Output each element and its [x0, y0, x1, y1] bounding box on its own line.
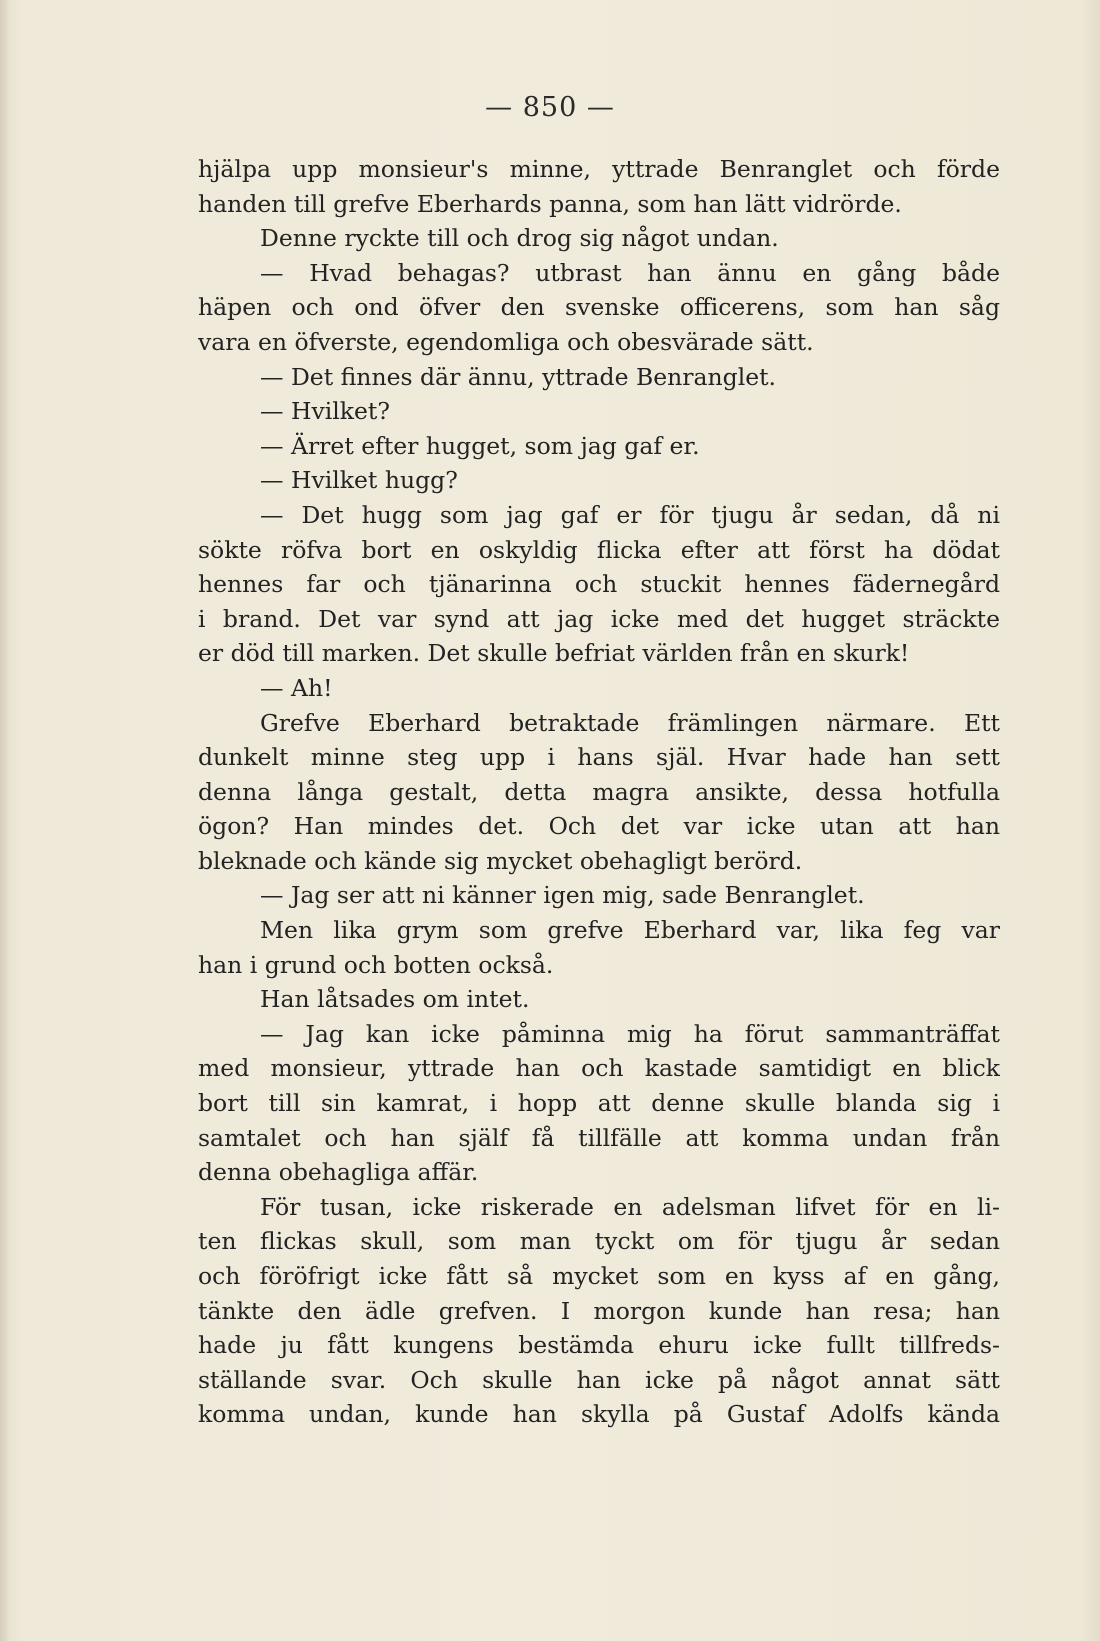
text-line: ställande svar. Och skulle han icke på något annat sätt: [198, 1365, 1000, 1394]
text-line: dunkelt minne steg upp i hans själ. Hvar hade han sett: [198, 743, 1000, 772]
text-line: hennes far och tjänarinna och stuckit hennes fädernegård: [198, 570, 1000, 599]
text-line: denna långa gestalt, detta magra ansikte, dessa hotfulla: [198, 777, 1000, 806]
page-gutter-shadow: [0, 0, 10, 1641]
text-line: — Hvilket hugg?: [260, 466, 458, 495]
text-line: — Ah!: [260, 673, 333, 702]
text-line: tänkte den ädle grefven. I morgon kunde han resa; han: [198, 1296, 1000, 1325]
text-line: denna obehagliga affär.: [198, 1158, 479, 1187]
text-line: bort till sin kamrat, i hopp att denne skulle blanda sig i: [198, 1089, 1000, 1118]
text-line: — Hvilket?: [260, 397, 390, 426]
body-text: [198, 152, 1000, 1432]
text-line: — Det hugg som jag gaf er för tjugu år sedan, då ni: [260, 500, 1000, 529]
text-line: ten flickas skull, som man tyckt om för tjugu år sedan: [198, 1227, 1000, 1256]
text-line: hade ju fått kungens bestämda ehuru icke fullt tillfreds-: [198, 1331, 1000, 1360]
text-line: med monsieur, yttrade han och kastade samtidigt en blick: [198, 1054, 1000, 1083]
text-line: hjälpa upp monsieur's minne, yttrade Benranglet och förde: [198, 155, 1000, 183]
text-line: ögon? Han mindes det. Och det var icke utan att han: [198, 812, 1000, 841]
text-line: handen till grefve Eberhards panna, som han lätt vidrörde.: [198, 189, 902, 218]
text-line: sökte röfva bort en oskyldig flicka efter att först ha dödat: [198, 535, 1000, 564]
text-line: Han låtsades om intet.: [260, 985, 530, 1014]
text-line: och föröfrigt icke fått så mycket som en kyss af en gång,: [198, 1262, 1000, 1290]
text-line: häpen och ond öfver den svenske officerens, som han såg: [198, 293, 1000, 322]
text-line: bleknade och kände sig mycket obehagligt berörd.: [198, 846, 803, 875]
text-line: — Jag kan icke påminna mig ha förut sammanträffat: [260, 1019, 1000, 1048]
text-line: Grefve Eberhard betraktade främlingen närmare. Ett: [260, 708, 1000, 737]
text-line: — Ärret efter hugget, som jag gaf er.: [260, 431, 700, 460]
text-line: — Det finnes där ännu, yttrade Benranglet.: [260, 362, 777, 391]
text-line: han i grund och botten också.: [198, 950, 554, 979]
text-line: Men lika grym som grefve Eberhard var, lika feg var: [260, 916, 1000, 945]
text-line: För tusan, icke riskerade en adelsman lifvet för en li-: [260, 1192, 1000, 1221]
text-line: komma undan, kunde han skylla på Gustaf Adolfs kända: [198, 1400, 1000, 1429]
text-line: i brand. Det var synd att jag icke med det hugget sträckte: [198, 604, 1000, 633]
text-line: — Jag ser att ni känner igen mig, sade Benranglet.: [260, 881, 865, 910]
text-line: Denne ryckte till och drog sig något undan.: [260, 224, 779, 253]
page-number: — 850 —: [485, 92, 615, 123]
text-line: vara en öfverste, egendomliga och obesvärade sätt.: [198, 327, 814, 356]
text-line: er död till marken. Det skulle befriat världen från en skurk!: [198, 639, 910, 668]
text-line: — Hvad behagas? utbrast han ännu en gång både: [260, 258, 1000, 287]
text-line: samtalet och han själf få tillfälle att komma undan från: [198, 1123, 1000, 1152]
